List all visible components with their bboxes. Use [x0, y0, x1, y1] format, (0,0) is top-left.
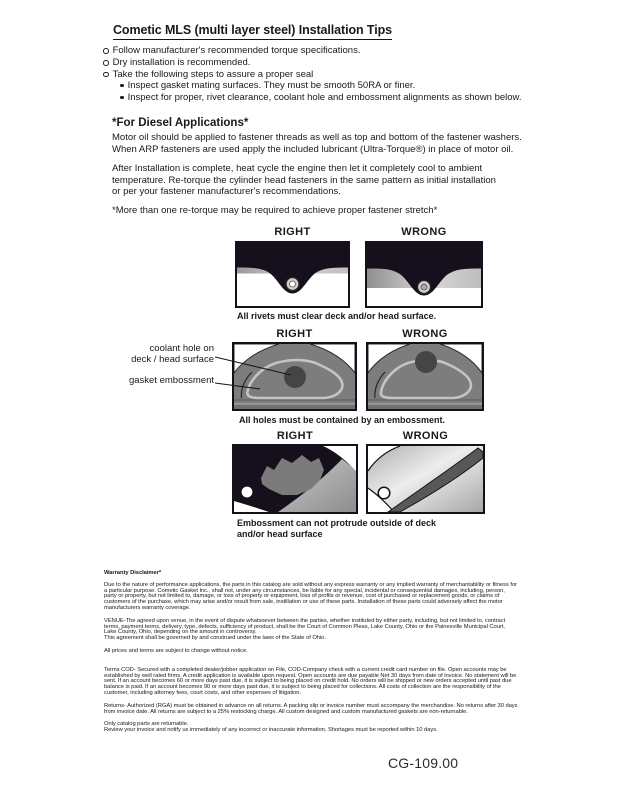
rivet-clearance-wrong-diagram — [365, 241, 483, 308]
installation-tips-list — [103, 45, 543, 104]
coolant-hole-callout-label: coolant hole on deck / head surface — [131, 343, 214, 365]
embossment-protrusion-wrong-diagram — [366, 444, 485, 514]
open-bullet-icon — [103, 48, 109, 54]
catalog-page-code: CG-109.00 — [388, 755, 459, 771]
diagram2-right-label: RIGHT — [276, 328, 313, 340]
diagram2-wrong-label: WRONG — [402, 328, 448, 340]
bullet-text: Inspect for proper, rivet clearance, coolant hole and embossment alignments as shown below. — [127, 92, 522, 104]
warranty-heading: Warranty Disclaimer* — [104, 570, 162, 576]
diagram1-wrong-label: WRONG — [401, 226, 447, 238]
filled-bullet-icon — [120, 84, 124, 88]
rivet-clearance-right-art — [237, 243, 348, 306]
warranty-paragraph: All prices and terms are subject to change without notice. — [104, 647, 248, 654]
embossment-containment-wrong-diagram — [366, 342, 484, 411]
warranty-paragraph: Due to the nature of performance applications, the parts in this catalog are sold without any express warranty or any implied warranty of merchantability or fitness for a particular purpose. Cometic Gasket Inc., shall not, under any circumstances, be liable for any special, incidental or consequential damages, including, person, party or property, but not limited to, damage, or loss of property or equipment, loss of profits or revenue, cost of purchased or replacement goods, or claims of customers of the purchase, which may arise and/or result from sale, instillation or use of these parts. Installation of these parts could adversely affect the motor manufacturers warranty coverage. — [104, 581, 518, 611]
page-title: Cometic MLS (multi layer steel) Installation Tips — [113, 23, 392, 40]
embossment-containment-right-diagram — [232, 342, 357, 411]
embossment-protrusion-right-diagram — [232, 444, 358, 514]
diagram3-caption: Embossment can not protrude outside of deck and/or head surface — [237, 518, 437, 539]
list-item — [103, 57, 543, 69]
diesel-section-heading: *For Diesel Applications* — [112, 117, 249, 129]
rivet-clearance-wrong-art — [367, 243, 481, 306]
bullet-text: Dry installation is recommended. — [112, 56, 251, 68]
filled-bullet-icon — [120, 96, 124, 100]
warranty-paragraph: Terms COD- Secured with a completed dealer/jobber application on File, COD-Company check with a current credit card number on file. Open accounts may be established by well rated firms. A credit application is available upon request. Open accounts are due payable Net 30 days from date of invoice. No statement will be sent. If an account becomes 60 or more days past due, it is subject to being placed on credit hold. No orders will be shipped or new orders accepted until past due balance is paid. If an account becomes 90 or more days past due, it is subject to being placed for collections. All costs of collection are the responsibility of the customer, including attorney fees, court costs, and other expenses of litigation. — [104, 666, 517, 696]
diagram1-right-label: RIGHT — [274, 226, 311, 238]
warranty-paragraph: VENUE-The agreed upon venue, in the event of dispute whatsoever between the parties, whether instituted by either party, including, but not limited to, contract terms, payment terms, delivery, type, defects, sufficiency of product, shall be the Court of Common Pleas, Lake County, Ohio or the Painesville Municipal Court, Lake County, Ohio, depending on the amount in controversy. This agreement shall be governed by and construed under the laws of the State of Ohio. — [104, 617, 506, 642]
diagram2-caption: All holes must be contained by an embossment. — [239, 415, 446, 425]
warranty-disclaimer-section — [104, 571, 518, 741]
diagram3-right-label: RIGHT — [276, 430, 314, 442]
warranty-paragraph: Returns- Authorized (RGA) must be obtained in advance on all returns. A packing slip or invoice number must accompany the merchandise. No returns after 30 days from invoice date. All returns are subject to a 25% restocking charge. All custom designed and custom manufactured gaskets are non-returnable. — [104, 702, 518, 715]
open-bullet-icon — [103, 72, 109, 78]
list-item — [103, 69, 543, 81]
diesel-paragraph-2: After Installation is complete, heat cycle the engine then let it completely cool to ambient temperature. Re-torque the cylinder head fasteners in the same pattern as initial installation or per your fastener manufacturer's recommendations. — [112, 163, 496, 198]
diesel-paragraph-1: Motor oil should be applied to fastener threads as well as top and bottom of the fastener washers. When ARP fasteners are used apply the included lubricant (Ultra-Torque®) in place of motor oil. — [112, 132, 522, 155]
rivet-clearance-right-diagram — [235, 241, 350, 308]
open-bullet-icon — [103, 60, 109, 66]
embossment-containment-wrong-art — [368, 344, 482, 409]
gasket-embossment-callout-label: gasket embossment — [128, 375, 214, 386]
embossment-protrusion-wrong-art — [368, 446, 483, 512]
diagram3-wrong-label: WRONG — [402, 430, 449, 442]
list-item — [120, 80, 543, 92]
list-item — [103, 45, 543, 57]
warranty-paragraph: Only catalog parts are returnable. Review your invoice and notify us immediately of any incorrect or inaccurate information. Shortages must be reported within 10 days. — [104, 721, 438, 734]
diagram1-caption: All rivets must clear deck and/or head surface. — [237, 311, 437, 321]
retorque-note: *More than one re-torque may be required to achieve proper fastener stretch* — [112, 205, 438, 216]
embossment-containment-right-art — [234, 344, 355, 409]
bullet-text: Follow manufacturer's recommended torque specifications. — [112, 45, 361, 56]
bullet-text: Take the following steps to assure a proper seal — [112, 68, 314, 80]
embossment-protrusion-right-art — [234, 446, 356, 512]
bullet-text: Inspect gasket mating surfaces. They must be smooth 50RA or finer. — [127, 80, 416, 92]
list-item — [120, 92, 543, 104]
